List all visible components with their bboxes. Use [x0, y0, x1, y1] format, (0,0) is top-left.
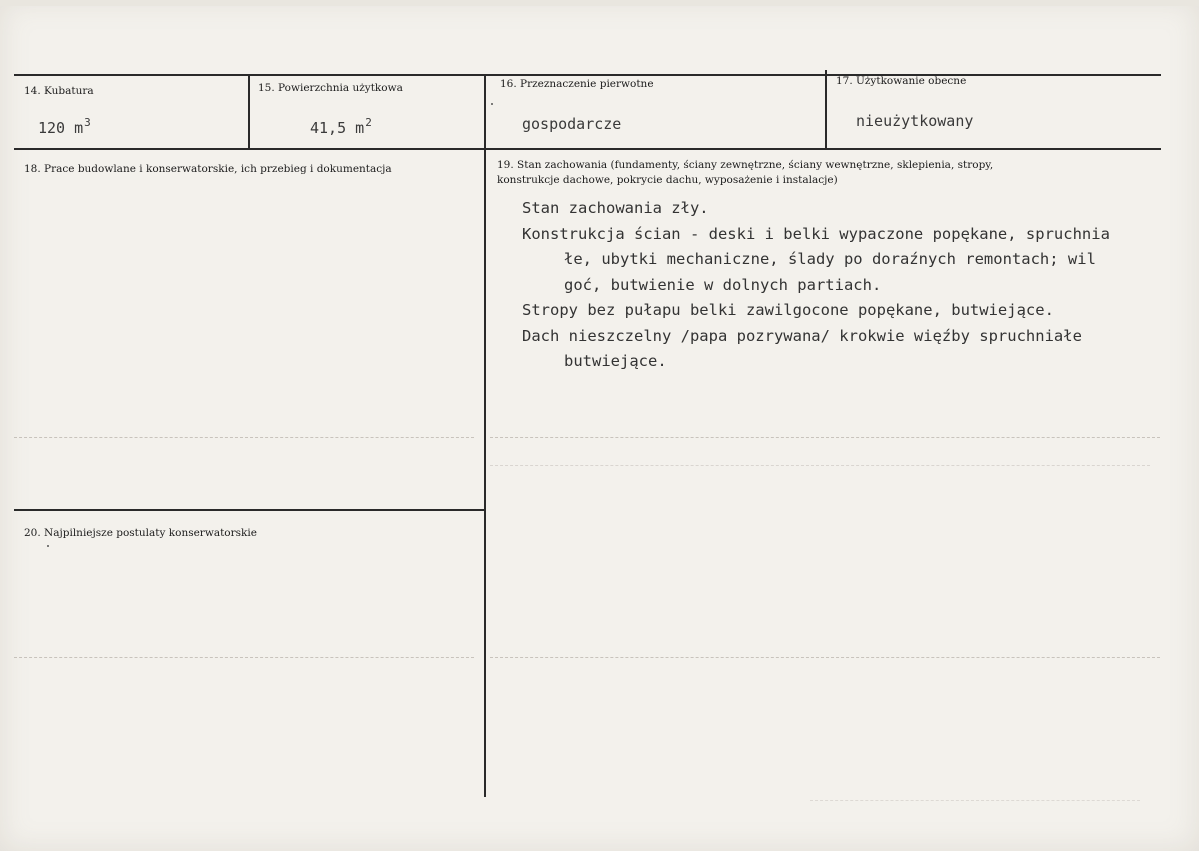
bleed-through-line	[14, 657, 474, 659]
field-15-label: 15. Powierzchnia użytkowa	[258, 82, 403, 94]
form-section-divider	[14, 509, 485, 511]
field-19-typed-text	[522, 196, 1182, 375]
field-15-value: 41,5 $m^2$	[310, 116, 372, 137]
field-17-label: 17. Użytkowanie obecne	[836, 75, 967, 87]
form-top-border	[14, 74, 1161, 76]
field-19-label-line1: 19. Stan zachowania (fundamenty, ściany zewnętrzne, ściany wewnętrzne, sklepienia, stropy,	[497, 159, 994, 171]
field-17-value: nieużytkowany	[856, 112, 974, 130]
typed-line: Stan zachowania zły.	[522, 199, 709, 217]
typed-line: Stropy bez pułapu belki zawilgocone popękane, butwiejące.	[522, 301, 1054, 319]
ink-speck	[47, 545, 49, 547]
form-column-divider	[248, 74, 250, 150]
typed-line: Dach nieszczelny /papa pozrywana/ krokwie więźby spruchniałe	[522, 326, 1082, 345]
bleed-through-line	[810, 800, 1140, 802]
bleed-through-line	[490, 657, 1160, 659]
form-column-divider	[825, 70, 827, 150]
field-19-label-line2: konstrukcje dachowe, pokrycie dachu, wyposażenie i instalacje)	[497, 174, 838, 186]
field-18-label: 18. Prace budowlane i konserwatorskie, ich przebieg i dokumentacja	[24, 163, 392, 175]
typed-line: łe, ubytki mechaniczne, ślady po doraźnych remontach; wil	[564, 250, 1096, 268]
bleed-through-line	[14, 437, 474, 439]
field-14-label: 14. Kubatura	[24, 85, 94, 97]
bleed-through-line	[490, 465, 1150, 467]
field-16-label: 16. Przeznaczenie pierwotne	[500, 78, 654, 90]
ink-speck	[491, 103, 493, 105]
bleed-through-line	[490, 437, 1160, 439]
field-14-value: 120 $m^3$	[38, 116, 91, 137]
form-row-divider	[14, 148, 1161, 150]
scan-edge	[0, 0, 1199, 6]
typed-line: butwiejące.	[564, 352, 667, 370]
field-20-label: 20. Najpilniejsze postulaty konserwatorskie	[24, 527, 257, 539]
typed-line: goć, butwienie w dolnych partiach.	[564, 275, 882, 294]
form-main-column-divider	[484, 74, 486, 797]
field-16-value: gospodarcze	[522, 115, 622, 133]
typed-line: Konstrukcja ścian - deski i belki wypaczone popękane, spruchnia	[522, 224, 1110, 243]
